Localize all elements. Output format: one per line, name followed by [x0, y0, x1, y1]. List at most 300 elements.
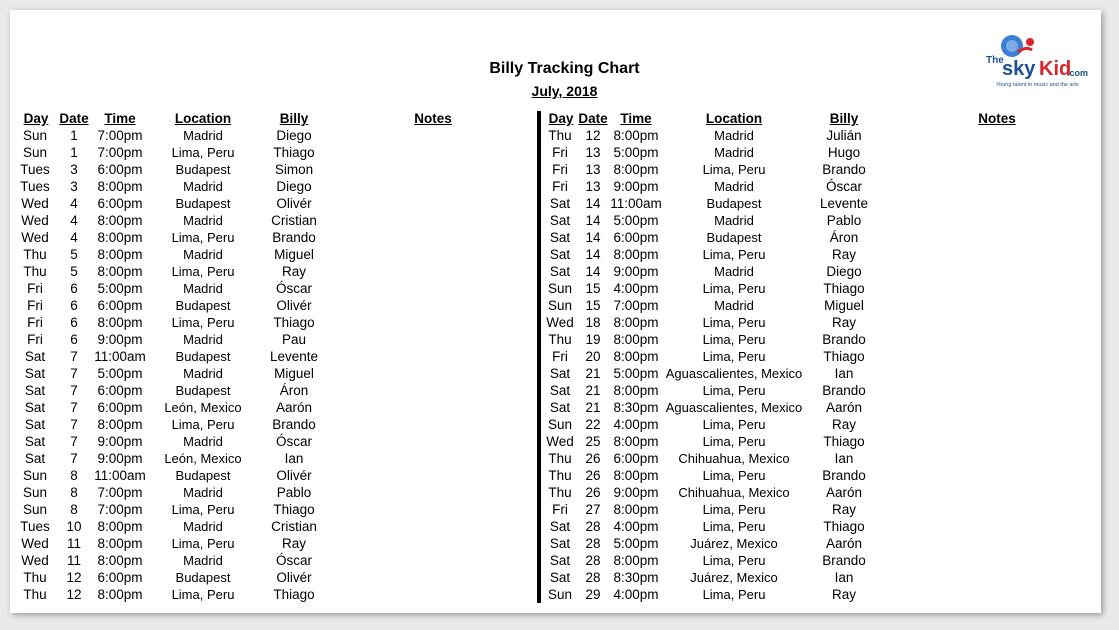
cell-date: 6 — [70, 281, 78, 296]
cell-day: Sat — [549, 400, 571, 415]
table-row — [540, 162, 1100, 179]
header-date: Date — [59, 111, 89, 126]
cell-date: 11 — [66, 553, 81, 568]
cell-location: Aguascalientes, Mexico — [665, 366, 803, 381]
cell-billy: Óscar — [825, 179, 862, 194]
cell-date: 1 — [70, 145, 78, 160]
cell-location: Lima, Peru — [702, 434, 766, 449]
cell-day: Sun — [22, 128, 48, 143]
cell-location: Madrid — [183, 247, 223, 262]
table-row — [0, 196, 540, 213]
cell-date: 1 — [70, 128, 78, 143]
cell-location: Lima, Peru — [702, 519, 766, 534]
cell-location: Madrid — [714, 264, 754, 279]
cell-date: 28 — [585, 519, 601, 534]
cell-location: Budapest — [175, 349, 231, 364]
table-row — [540, 128, 1100, 145]
cell-time: 9:00pm — [613, 485, 659, 500]
cell-location: Madrid — [714, 179, 754, 194]
page-subtitle: July, 2018 — [531, 83, 598, 99]
cell-time: 4:00pm — [613, 417, 659, 432]
cell-time: 11:00am — [610, 196, 662, 211]
cell-time: 8:00pm — [613, 553, 659, 568]
cell-time: 8:00pm — [97, 553, 143, 568]
cell-location: Lima, Peru — [171, 145, 235, 160]
cell-day: Wed — [21, 230, 49, 245]
cell-location: Lima, Peru — [702, 332, 766, 347]
table-row — [0, 519, 540, 536]
cell-time: 4:00pm — [613, 281, 659, 296]
cell-day: Sun — [547, 417, 573, 432]
table-row — [540, 196, 1100, 213]
cell-time: 8:00pm — [613, 383, 659, 398]
cell-location: Lima, Peru — [171, 587, 235, 602]
cell-date: 14 — [585, 247, 601, 262]
cell-billy: Brando — [272, 230, 316, 245]
header-day: Day — [23, 111, 49, 126]
cell-date: 3 — [70, 179, 78, 194]
table-row — [0, 383, 540, 400]
cell-billy: Levente — [819, 196, 869, 211]
table-row — [0, 264, 540, 281]
cell-location: Madrid — [183, 519, 223, 534]
cell-time: 4:00pm — [613, 587, 659, 602]
cell-time: 7:00pm — [97, 128, 143, 143]
cell-billy: Ray — [831, 247, 856, 262]
cell-billy: Aarón — [825, 536, 863, 551]
cell-date: 14 — [585, 264, 601, 279]
cell-location: Lima, Peru — [702, 247, 766, 262]
cell-billy: Olivér — [276, 298, 312, 313]
cell-location: Lima, Peru — [171, 536, 235, 551]
cell-time: 8:30pm — [613, 400, 659, 415]
skykid-logo — [978, 28, 1089, 94]
cell-day: Sun — [547, 298, 573, 313]
cell-day: Tues — [20, 519, 50, 534]
cell-date: 29 — [585, 587, 601, 602]
cell-billy: Cristian — [271, 213, 317, 228]
cell-date: 14 — [585, 230, 601, 245]
cell-time: 8:00pm — [97, 179, 143, 194]
table-row — [540, 298, 1100, 315]
cell-location: Chihuahua, Mexico — [678, 451, 790, 466]
cell-time: 4:00pm — [613, 519, 659, 534]
cell-date: 5 — [70, 264, 78, 279]
table-row — [540, 434, 1100, 451]
logo-the: The — [986, 55, 1004, 66]
cell-date: 15 — [585, 281, 601, 296]
cell-time: 5:00pm — [97, 281, 143, 296]
cell-location: Lima, Peru — [171, 417, 235, 432]
cell-day: Sat — [24, 366, 46, 381]
cell-date: 6 — [70, 298, 78, 313]
table-row — [540, 264, 1100, 281]
cell-billy: Ray — [831, 587, 856, 602]
cell-billy: Olivér — [276, 570, 312, 585]
cell-location: Juárez, Mexico — [690, 570, 778, 585]
cell-time: 5:00pm — [613, 366, 659, 381]
table-row — [0, 553, 540, 570]
cell-time: 7:00pm — [613, 298, 659, 313]
cell-day: Fri — [552, 162, 568, 177]
cell-billy: Ray — [831, 417, 856, 432]
cell-time: 8:00pm — [613, 247, 659, 262]
cell-billy: Ray — [281, 536, 306, 551]
cell-day: Fri — [552, 502, 568, 517]
cell-day: Sat — [24, 451, 46, 466]
cell-day: Fri — [27, 298, 43, 313]
cell-location: Lima, Peru — [702, 468, 766, 483]
table-row — [0, 332, 540, 349]
cell-day: Wed — [21, 196, 49, 211]
cell-day: Sat — [549, 553, 571, 568]
cell-date: 5 — [70, 247, 78, 262]
cell-date: 7 — [70, 366, 78, 381]
cell-location: León, Mexico — [164, 451, 242, 466]
cell-time: 8:00pm — [613, 315, 659, 330]
schedule-table-left — [0, 111, 540, 611]
cell-billy: Ray — [831, 315, 856, 330]
cell-time: 5:00pm — [613, 213, 659, 228]
cell-location: Lima, Peru — [702, 587, 766, 602]
cell-date: 28 — [585, 553, 601, 568]
table-row — [540, 213, 1100, 230]
table-row — [0, 213, 540, 230]
cell-day: Sat — [549, 213, 571, 228]
cell-day: Fri — [27, 332, 43, 347]
cell-billy: Diego — [826, 264, 862, 279]
cell-date: 18 — [585, 315, 601, 330]
cell-billy: Thiago — [273, 502, 315, 517]
cell-date: 6 — [70, 315, 78, 330]
table-row — [0, 349, 540, 366]
cell-location: Budapest — [175, 162, 231, 177]
cell-day: Sun — [22, 485, 48, 500]
cell-date: 26 — [585, 451, 601, 466]
cell-time: 6:00pm — [97, 162, 143, 177]
page-title: Billy Tracking Chart — [489, 60, 640, 77]
cell-billy: Diego — [276, 179, 312, 194]
table-row — [0, 502, 540, 519]
cell-location: Lima, Peru — [702, 383, 766, 398]
table-row — [0, 417, 540, 434]
cell-date: 4 — [70, 196, 78, 211]
cell-time: 6:00pm — [97, 400, 143, 415]
cell-billy: Olivér — [276, 196, 312, 211]
cell-billy: Áron — [829, 230, 859, 245]
cell-location: Budapest — [175, 196, 231, 211]
cell-date: 8 — [70, 502, 78, 517]
cell-time: 6:00pm — [97, 298, 143, 313]
cell-time: 11:00am — [94, 349, 146, 364]
header-date: Date — [578, 111, 608, 126]
cell-time: 8:00pm — [613, 332, 659, 347]
cell-time: 8:00pm — [613, 468, 659, 483]
cell-day: Thu — [23, 264, 47, 279]
cell-day: Thu — [548, 128, 572, 143]
schedule-table-right — [540, 111, 1100, 611]
cell-location: Lima, Peru — [702, 162, 766, 177]
cell-billy: Óscar — [275, 434, 312, 449]
table-row — [540, 315, 1100, 332]
cell-location: Lima, Peru — [702, 502, 766, 517]
cell-location: Madrid — [183, 213, 223, 228]
cell-location: Aguascalientes, Mexico — [665, 400, 803, 415]
cell-date: 28 — [585, 570, 601, 585]
cell-billy: Cristian — [271, 519, 317, 534]
cell-time: 6:00pm — [613, 451, 659, 466]
cell-billy: Ray — [281, 264, 306, 279]
cell-time: 7:00pm — [97, 485, 143, 500]
table-row — [540, 417, 1100, 434]
table-row — [540, 570, 1100, 587]
header-location: Location — [705, 111, 763, 126]
cell-date: 8 — [70, 485, 78, 500]
table-row — [540, 553, 1100, 570]
cell-location: Lima, Peru — [702, 349, 766, 364]
logo-com: .com — [1067, 68, 1089, 78]
cell-date: 19 — [585, 332, 601, 347]
cell-billy: Julián — [826, 128, 862, 143]
table-row — [540, 451, 1100, 468]
table-row — [540, 349, 1100, 366]
cell-location: Madrid — [183, 553, 223, 568]
cell-date: 25 — [585, 434, 601, 449]
cell-location: Lima, Peru — [702, 315, 766, 330]
cell-day: Sat — [24, 349, 46, 364]
cell-billy: Thiago — [823, 519, 865, 534]
header-time: Time — [620, 111, 652, 126]
cell-day: Thu — [23, 587, 47, 602]
table-row — [540, 247, 1100, 264]
cell-location: Budapest — [175, 468, 231, 483]
table-row — [0, 536, 540, 553]
cell-time: 11:00am — [94, 468, 146, 483]
table-row — [0, 451, 540, 468]
cell-time: 9:00pm — [97, 451, 143, 466]
cell-day: Wed — [21, 553, 49, 568]
header-location: Location — [174, 111, 232, 126]
table-row — [0, 570, 540, 587]
cell-day: Thu — [23, 247, 47, 262]
table-row — [540, 502, 1100, 519]
cell-day: Fri — [552, 179, 568, 194]
cell-time: 9:00pm — [97, 434, 143, 449]
cell-location: Madrid — [714, 298, 754, 313]
cell-day: Sat — [549, 536, 571, 551]
cell-day: Sun — [547, 587, 573, 602]
cell-time: 8:00pm — [97, 536, 143, 551]
cell-time: 8:00pm — [97, 587, 143, 602]
cell-date: 12 — [66, 587, 82, 602]
cell-billy: Diego — [276, 128, 312, 143]
cell-billy: Ian — [834, 366, 854, 381]
cell-billy: Ray — [831, 502, 856, 517]
table-row — [540, 587, 1100, 604]
header-day: Day — [548, 111, 574, 126]
cell-day: Thu — [548, 451, 572, 466]
cell-date: 28 — [585, 536, 601, 551]
cell-date: 20 — [585, 349, 601, 364]
cell-day: Sat — [549, 247, 571, 262]
cell-day: Sat — [549, 196, 571, 211]
cell-billy: Áron — [279, 383, 309, 398]
cell-billy: Miguel — [824, 298, 864, 313]
cell-day: Sat — [549, 264, 571, 279]
table-row — [0, 162, 540, 179]
cell-date: 11 — [66, 536, 81, 551]
cell-date: 13 — [585, 162, 601, 177]
cell-date: 7 — [70, 383, 78, 398]
cell-time: 8:00pm — [97, 213, 143, 228]
cell-time: 8:00pm — [97, 230, 143, 245]
cell-time: 9:00pm — [97, 332, 143, 347]
cell-location: Budapest — [175, 298, 231, 313]
cell-billy: Simon — [274, 162, 314, 177]
cell-date: 12 — [585, 128, 601, 143]
cell-location: Chihuahua, Mexico — [678, 485, 790, 500]
table-row — [540, 366, 1100, 383]
cell-time: 9:00pm — [613, 179, 659, 194]
cell-date: 7 — [70, 417, 78, 432]
cell-billy: Aarón — [275, 400, 313, 415]
cell-location: Madrid — [714, 128, 754, 143]
table-row — [0, 247, 540, 264]
cell-location: Lima, Peru — [702, 553, 766, 568]
cell-day: Wed — [546, 434, 574, 449]
cell-day: Sun — [547, 281, 573, 296]
cell-billy: Hugo — [827, 145, 861, 160]
table-row — [0, 468, 540, 485]
cell-location: Budapest — [706, 196, 762, 211]
cell-date: 15 — [585, 298, 601, 313]
cell-day: Sat — [549, 383, 571, 398]
cell-day: Fri — [552, 145, 568, 160]
cell-location: Budapest — [175, 570, 231, 585]
table-row — [0, 145, 540, 162]
cell-day: Sat — [549, 366, 571, 381]
cell-billy: Brando — [822, 383, 866, 398]
cell-day: Sun — [22, 145, 48, 160]
cell-billy: Thiago — [823, 434, 865, 449]
cell-time: 6:00pm — [97, 196, 143, 211]
cell-location: Lima, Peru — [171, 230, 235, 245]
cell-time: 8:00pm — [613, 162, 659, 177]
table-row — [540, 332, 1100, 349]
cell-date: 7 — [70, 434, 78, 449]
cell-time: 8:00pm — [97, 247, 143, 262]
cell-time: 9:00pm — [613, 264, 659, 279]
table-row — [0, 315, 540, 332]
cell-billy: Levente — [269, 349, 319, 364]
cell-date: 14 — [585, 196, 601, 211]
cell-billy: Aarón — [825, 485, 863, 500]
cell-date: 26 — [585, 485, 601, 500]
table-row — [0, 434, 540, 451]
cell-date: 13 — [585, 145, 601, 160]
cell-billy: Ian — [834, 570, 854, 585]
cell-time: 8:00pm — [613, 128, 659, 143]
cell-billy: Thiago — [273, 587, 315, 602]
cell-date: 21 — [585, 366, 601, 381]
cell-day: Tues — [20, 162, 50, 177]
cell-day: Sun — [22, 468, 48, 483]
table-row — [0, 400, 540, 417]
cell-date: 3 — [70, 162, 78, 177]
cell-location: Madrid — [714, 145, 754, 160]
table-row — [0, 281, 540, 298]
cell-time: 8:30pm — [613, 570, 659, 585]
cell-location: Lima, Peru — [702, 417, 766, 432]
cell-billy: Brando — [822, 332, 866, 347]
cell-day: Thu — [23, 570, 47, 585]
cell-billy: Ian — [834, 451, 854, 466]
cell-billy: Pablo — [276, 485, 312, 500]
header-billy: Billy — [279, 111, 309, 126]
cell-day: Fri — [27, 315, 43, 330]
cell-billy: Brando — [822, 162, 866, 177]
logo-kid: Kid — [1039, 58, 1072, 80]
cell-time: 8:00pm — [97, 315, 143, 330]
cell-time: 8:00pm — [97, 519, 143, 534]
table-row — [0, 179, 540, 196]
cell-day: Wed — [21, 213, 49, 228]
cell-time: 7:00pm — [97, 145, 143, 160]
table-row — [540, 230, 1100, 247]
cell-time: 7:00pm — [97, 502, 143, 517]
cell-billy: Thiago — [823, 281, 865, 296]
cell-date: 26 — [585, 468, 601, 483]
header-billy: Billy — [829, 111, 859, 126]
cell-location: Madrid — [183, 179, 223, 194]
cell-time: 8:00pm — [613, 502, 659, 517]
cell-time: 8:00pm — [613, 434, 659, 449]
header-time: Time — [104, 111, 136, 126]
cell-billy: Thiago — [823, 349, 865, 364]
cell-billy: Pablo — [826, 213, 862, 228]
cell-time: 8:00pm — [97, 264, 143, 279]
cell-location: Madrid — [714, 213, 754, 228]
cell-date: 8 — [70, 468, 78, 483]
cell-date: 22 — [585, 417, 601, 432]
header-notes: Notes — [414, 111, 452, 126]
cell-location: Madrid — [183, 332, 223, 347]
table-row — [540, 145, 1100, 162]
table-row — [540, 179, 1100, 196]
cell-location: Budapest — [175, 383, 231, 398]
cell-location: Madrid — [183, 128, 223, 143]
table-row — [540, 383, 1100, 400]
cell-date: 4 — [70, 230, 78, 245]
cell-day: Fri — [552, 349, 568, 364]
table-row — [540, 536, 1100, 553]
cell-day: Tues — [20, 179, 50, 194]
cell-day: Fri — [27, 281, 43, 296]
cell-time: 5:00pm — [97, 366, 143, 381]
cell-billy: Thiago — [273, 145, 315, 160]
cell-day: Sat — [24, 434, 46, 449]
cell-billy: Thiago — [273, 315, 315, 330]
cell-location: Madrid — [183, 485, 223, 500]
cell-day: Thu — [548, 485, 572, 500]
cell-date: 4 — [70, 213, 78, 228]
cell-time: 6:00pm — [613, 230, 659, 245]
cell-location: Juárez, Mexico — [690, 536, 778, 551]
cell-date: 6 — [70, 332, 78, 347]
cell-location: León, Mexico — [164, 400, 242, 415]
table-row — [0, 587, 540, 604]
cell-billy: Ian — [284, 451, 304, 466]
